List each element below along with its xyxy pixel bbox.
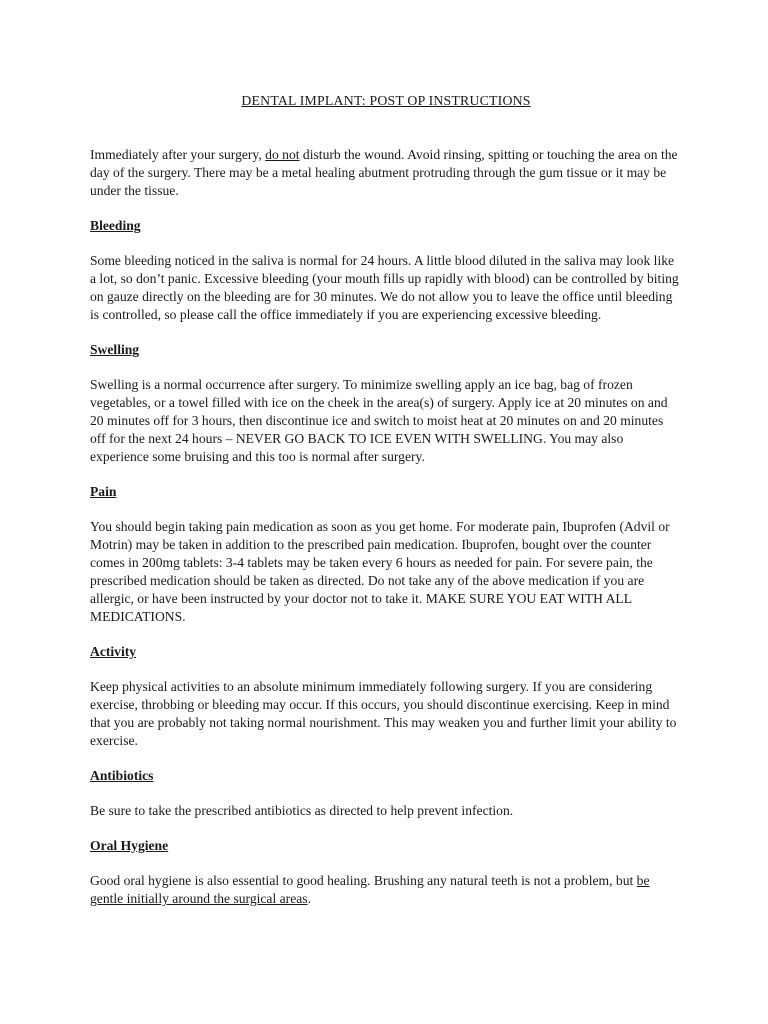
document-title: DENTAL IMPLANT: POST OP INSTRUCTIONS: [241, 93, 531, 108]
section-heading-pain: Pain: [90, 484, 117, 499]
section-body-bleeding: Some bleeding noticed in the saliva is normal for 24 hours. A little blood diluted in the saliva may look like a lot, so don’t panic. Excessive bleeding (your mouth fills up rapidly with blood) can be controlled by biting on gauze directly on the bleeding are for 30 minutes. We do not allow you to leave the office until bleeding is controlled, so please call the office immediately if you are experiencing excessive bleeding.: [90, 253, 679, 322]
section-heading-swelling: Swelling: [90, 342, 140, 357]
section-heading-bleeding: Bleeding: [90, 218, 141, 233]
section-body-pain: You should begin taking pain medication as soon as you get home. For moderate pain, Ibuprofen (Advil or Motrin) may be taken in addition to the prescribed pain medication. Ibuprofen, bought over the counter comes in 200mg tablets: 3-4 tablets may be taken every 6 hours as needed for pain. For severe pain, the prescribed medication should be taken as directed. Do not take any of the above medication if you are allergic, or have been instructed by your doctor not to take it. MAKE SURE YOU EAT WITH ALL MEDICATIONS.: [90, 519, 670, 624]
section-heading-oral-hygiene: Oral Hygiene: [90, 838, 169, 853]
oral-hygiene-text-before: Good oral hygiene is also essential to good healing. Brushing any natural teeth is not a problem, but: [90, 873, 637, 888]
intro-text-after: disturb the wound. Avoid rinsing, spitting or touching the area on the day of the surgery. There may be a metal healing abutment protruding through the gum tissue or it may be under the tissue.: [90, 147, 678, 198]
section-heading-activity: Activity: [90, 644, 137, 659]
intro-emphasis: do not: [265, 147, 300, 162]
intro-text-before: Immediately after your surgery,: [90, 147, 266, 162]
intro-paragraph: [90, 146, 682, 200]
section-body-antibiotics: Be sure to take the prescribed antibiotics as directed to help prevent infection.: [90, 803, 514, 818]
section-body-swelling: Swelling is a normal occurrence after surgery. To minimize swelling apply an ice bag, bag of frozen vegetables, or a towel filled with ice on the cheek in the area(s) of surgery. Apply ice at 20 minutes on and 20 minutes off for 3 hours, then discontinue ice and switch to moist heat at 20 minutes on and 20 minutes off for the next 24 hours – NEVER GO BACK TO ICE EVEN WITH SWELLING. You may also experience some bruising and this too is normal after surgery.: [90, 377, 668, 464]
section-body-activity: Keep physical activities to an absolute minimum immediately following surgery. If you are considering exercise, throbbing or bleeding may occur. If this occurs, you should discontinue exercising. Keep in mind that you are probably not taking normal nourishment. This may weaken you and further limit your ability to exercise.: [90, 679, 677, 748]
oral-hygiene-emphasis: be gentle initially around the surgical areas: [90, 873, 650, 906]
section-heading-antibiotics: Antibiotics: [90, 768, 154, 783]
oral-hygiene-text-after: .: [307, 891, 311, 906]
document-page: [90, 92, 682, 925]
section-body-oral-hygiene: [90, 872, 682, 908]
